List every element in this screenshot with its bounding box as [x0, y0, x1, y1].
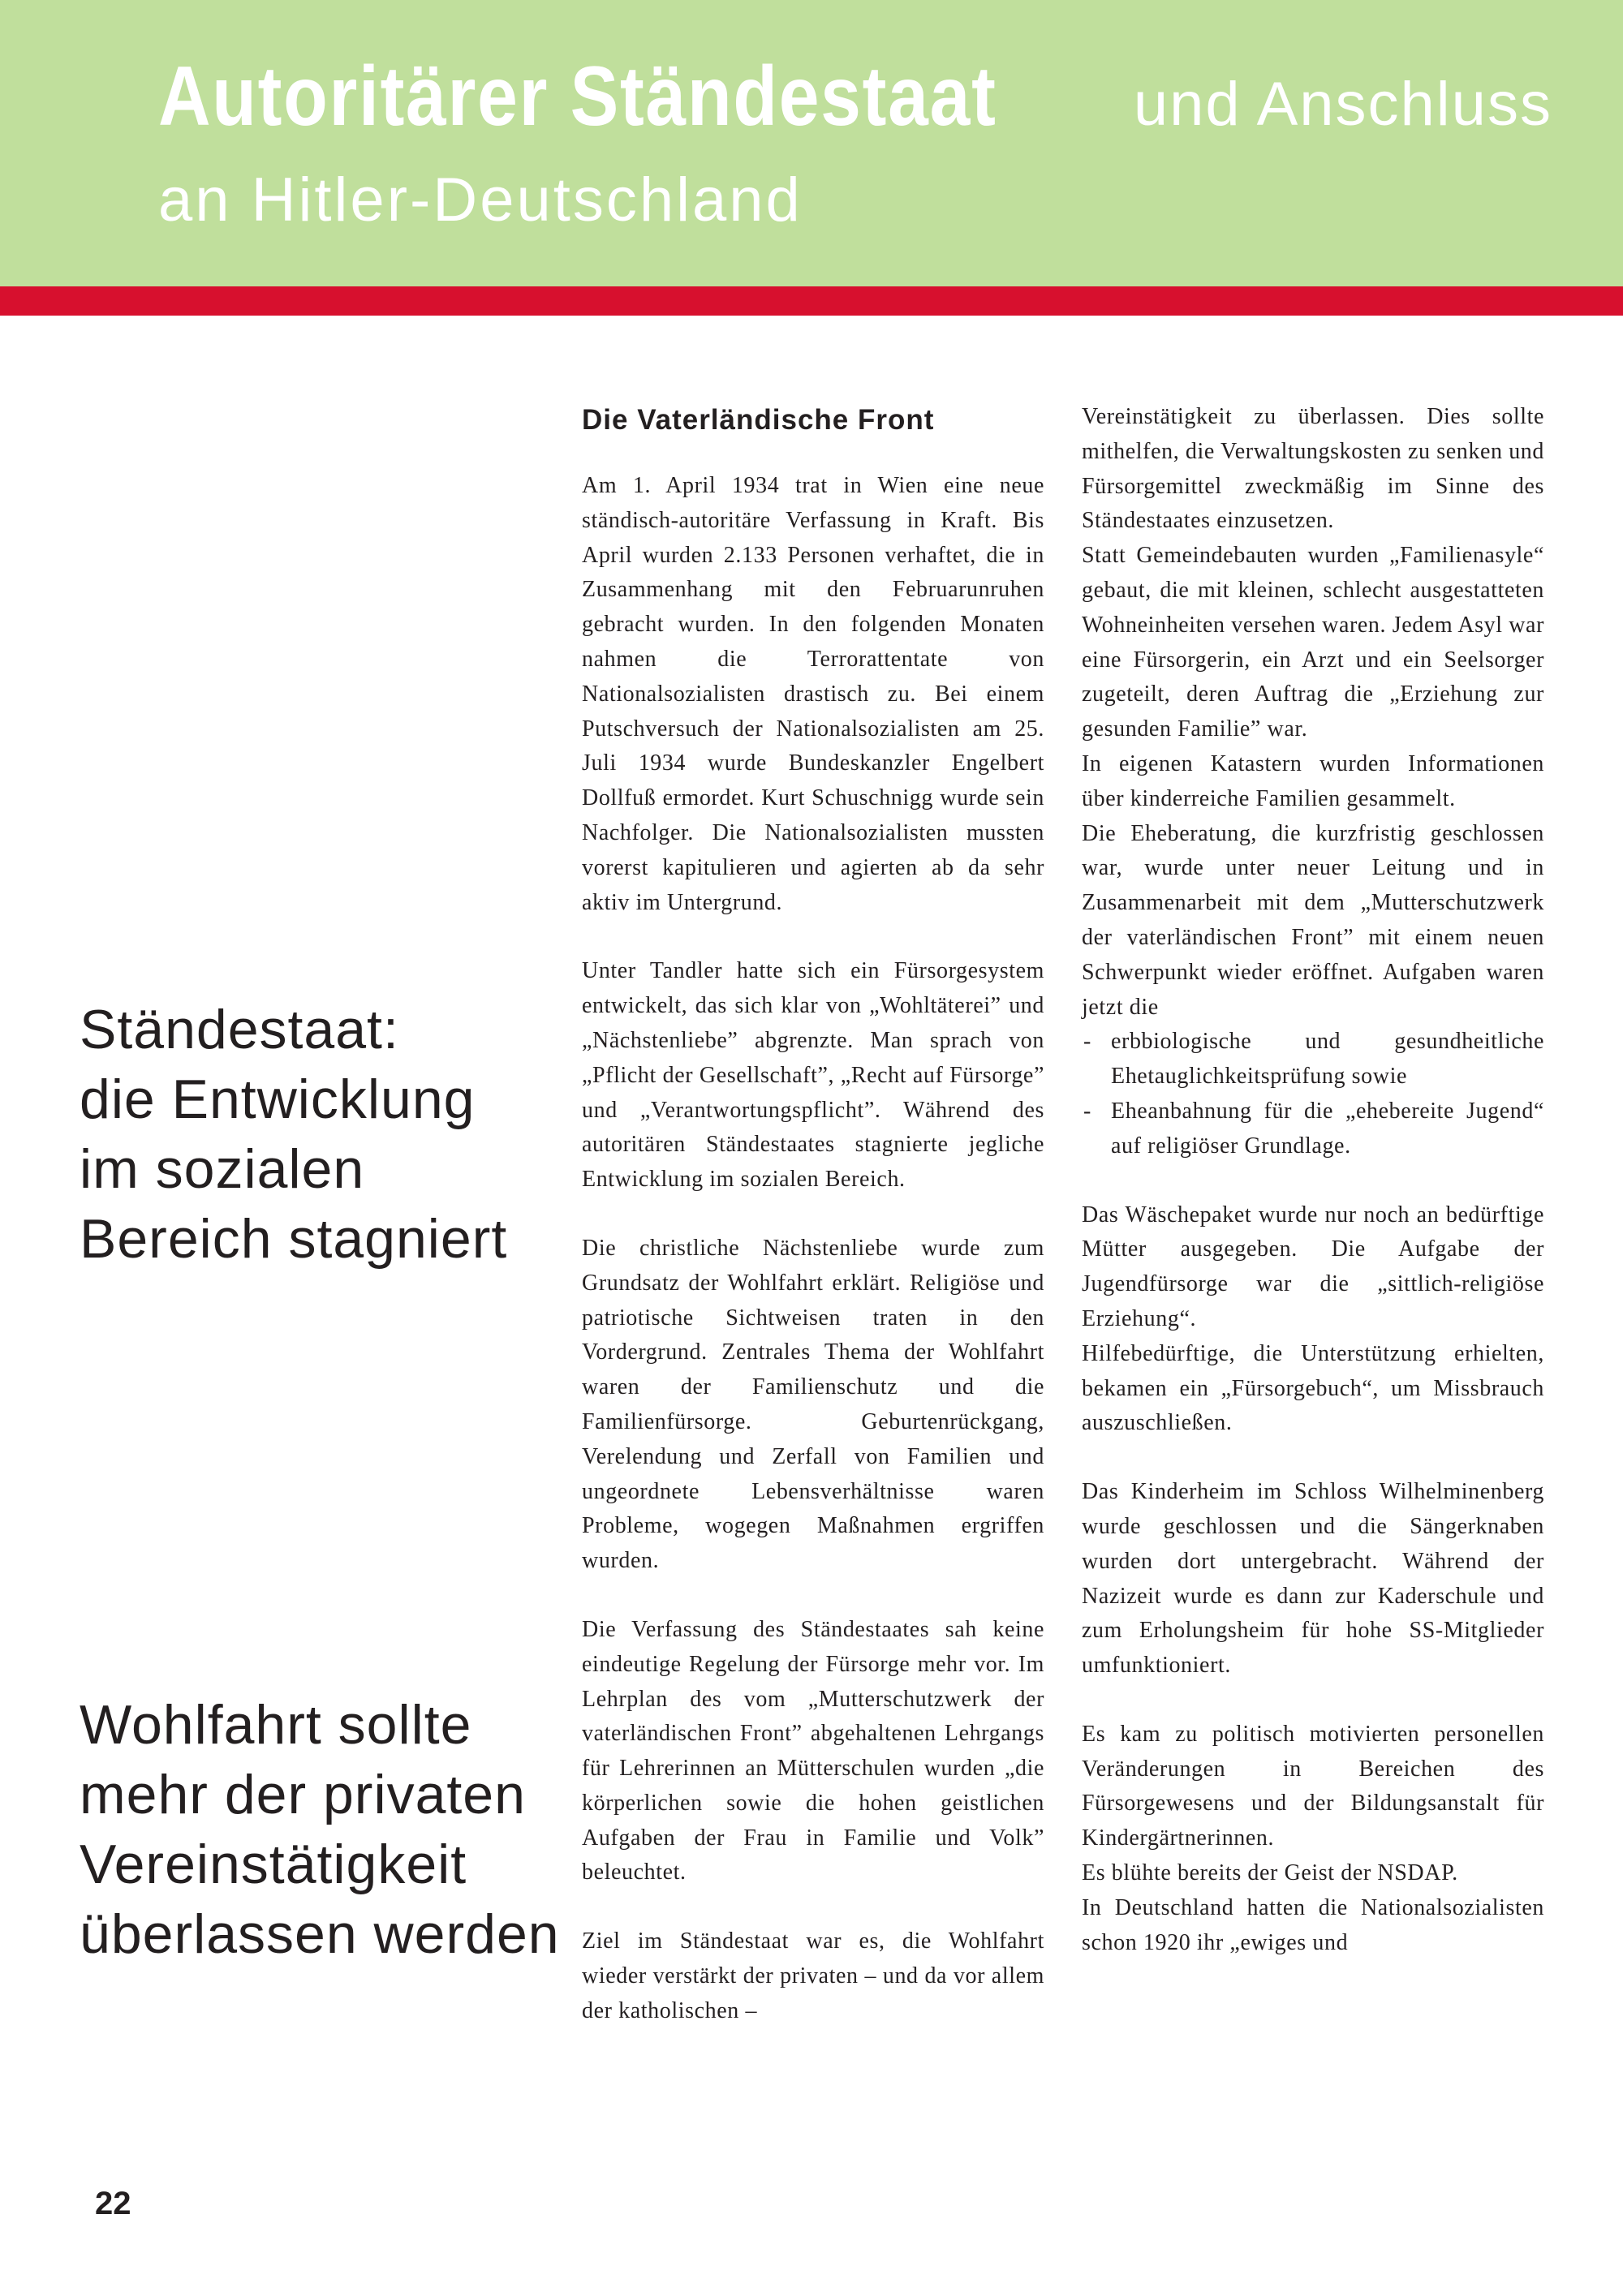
title-rest: und Anschluss [1133, 70, 1552, 139]
paragraph: Es blühte bereits der Geist der NSDAP. [1082, 1860, 1458, 1886]
list-item: - Eheanbahnung für die „ehebereite Jugend“ auf religiöser Grundlage. [1082, 1094, 1544, 1164]
paragraph: Am 1. April 1934 trat in Wien eine neue ständisch-autoritäre Verfassung in Kraft. Bis April wurden 2.133 Personen verhaftet, die in Zusammenhang mit den Februarunruhen gebracht wurden. In den folgenden Monaten nahmen die Terrorattentate von Nationalsozialisten drastisch zu. Bei einem Putschversuch der Nationalsozialisten am 25. Juli 1934 wurde Bundeskanzler Engelbert Dollfuß ermordet. Kurt Schuschnigg wurde sein Nachfolger. Die Nationalsozialisten mussten vorerst kapitulieren und agierten ab da sehr aktiv im Untergrund. [582, 473, 1044, 915]
task-list [1082, 1025, 1544, 1163]
paragraph: Die christliche Nächstenliebe wurde zum Grundsatz der Wohlfahrt erklärt. Religiöse und patriotische Sichtweisen traten in den Vordergrund. Zentrales Thema der Wohlfahrt waren der Familienschutz und die Familienfürsorge. Geburtenrückgang, Verelendung und Zerfall von Familien und ungeordnete Lebensverhältnisse waren Probleme, wogegen Maßnahmen ergriffen wurden. [582, 1235, 1044, 1574]
section-heading: Die Vaterländische Front [582, 404, 935, 436]
paragraph: Es kam zu politisch motivierten personellen Veränderungen in Bereichen des Fürsorgewesens und der Bildungsanstalt für Kindergärtnerinnen. [1082, 1721, 1544, 1851]
paragraph: Die Verfassung des Ständestaates sah keine eindeutige Regelung der Fürsorge mehr vor. Im Lehrplan des vom „Mutterschutzwerk der vaterländischen Front” abgehaltenen Lehrgangs für Lehrerinnen an Mütterschulen wurden „die körperlichen sowie die hohen geistlichen Aufgaben der Frau in Familie und Volk” beleuchtet. [582, 1616, 1044, 1885]
paragraph: Hilfebedürftige, die Unterstützung erhielten, bekamen ein „Fürsorgebuch“, um Missbrauch auszuschließen. [1082, 1340, 1544, 1436]
sidebar-heading-line: Ständestaat: [80, 999, 399, 1060]
page-number: 22 [95, 2186, 131, 2221]
accent-bar [0, 286, 1623, 316]
sidebar-heading-line: im sozialen [80, 1138, 365, 1200]
sidebar-heading-line: mehr der privaten [80, 1764, 526, 1825]
paragraph: Das Kinderheim im Schloss Wilhelminenberg wurde geschlossen und die Sängerknaben wurden dort untergebracht. Während der Nazizeit wurde es dann zur Kaderschule und zum Erholungsheim für hohe SS-Mitglieder umfunktioniert. [1082, 1479, 1544, 1679]
sidebar-heading-line: die Entwicklung [80, 1068, 476, 1130]
text-column-1 [582, 400, 1044, 2029]
sidebar-heading-line: Vereinstätigkeit [80, 1834, 467, 1895]
sidebar-heading-line: Bereich stagniert [80, 1208, 508, 1270]
paragraph: Die Eheberatung, die kurzfristig geschlossen war, wurde unter neuer Leitung und in Zusammenarbeit mit dem „Mutterschutzwerk der vaterländischen Front” mit einem neuen Schwerpunkt wieder eröffnet. Aufgaben waren jetzt die [1082, 820, 1544, 1020]
paragraph: Statt Gemeindebauten wurden „Familienasyle“ gebaut, die mit kleinen, schlecht ausgestatteten Wohneinheiten versehen waren. Jedem Asyl war eine Fürsorgerin, ein Arzt und ein Seelsorger zugeteilt, deren Auftrag die „Erziehung zur gesunden Familie” war. [1082, 543, 1544, 742]
paragraph: In Deutschland hatten die Nationalsozialisten schon 1920 ihr „ewiges und [1082, 1894, 1544, 1955]
page-title [158, 50, 1552, 143]
list-item: - erbbiologische und gesundheitliche Ehetauglichkeitsprüfung sowie [1082, 1025, 1544, 1094]
paragraph: Vereinstätigkeit zu überlassen. Dies sollte mithelfen, die Verwaltungskosten zu senken und Fürsorgemittel zweckmäßig im Sinne des Ständestaates einzusetzen. [1082, 404, 1544, 534]
paragraph: In eigenen Katastern wurden Informationen über kinderreiche Familien gesammelt. [1082, 750, 1544, 811]
page-subtitle: an Hitler-Deutschland [158, 166, 803, 234]
sidebar-heading-1 [80, 995, 534, 1274]
text-column-2 [1082, 400, 1544, 1960]
paragraph: Unter Tandler hatte sich ein Fürsorgesystem entwickelt, das sich klar von „Wohltäterei” und „Nächstenliebe” abgrenzte. Man sprach von „Pflicht der Gesellschaft”, „Recht auf Fürsorge” und „Verantwortungspflicht”. Während des autoritären Ständestaates stagnierte jegliche Entwicklung im sozialen Bereich. [582, 958, 1044, 1193]
title-bold: Autoritärer Ständestaat [158, 49, 997, 144]
sidebar-heading-line: Wohlfahrt sollte [80, 1694, 472, 1756]
sidebar-heading-2 [80, 1690, 560, 1969]
paragraph: Das Wäschepaket wurde nur noch an bedürftige Mütter ausgegeben. Die Aufgabe der Jugendfürsorge war die „sittlich-religiöse Erziehung“. [1082, 1202, 1544, 1331]
paragraph: Ziel im Ständestaat war es, die Wohlfahrt wieder verstärkt der privaten – und da vor allem der katholischen – [582, 1928, 1044, 2023]
sidebar-heading-line: überlassen werden [80, 1903, 560, 1965]
header-banner [0, 0, 1623, 286]
